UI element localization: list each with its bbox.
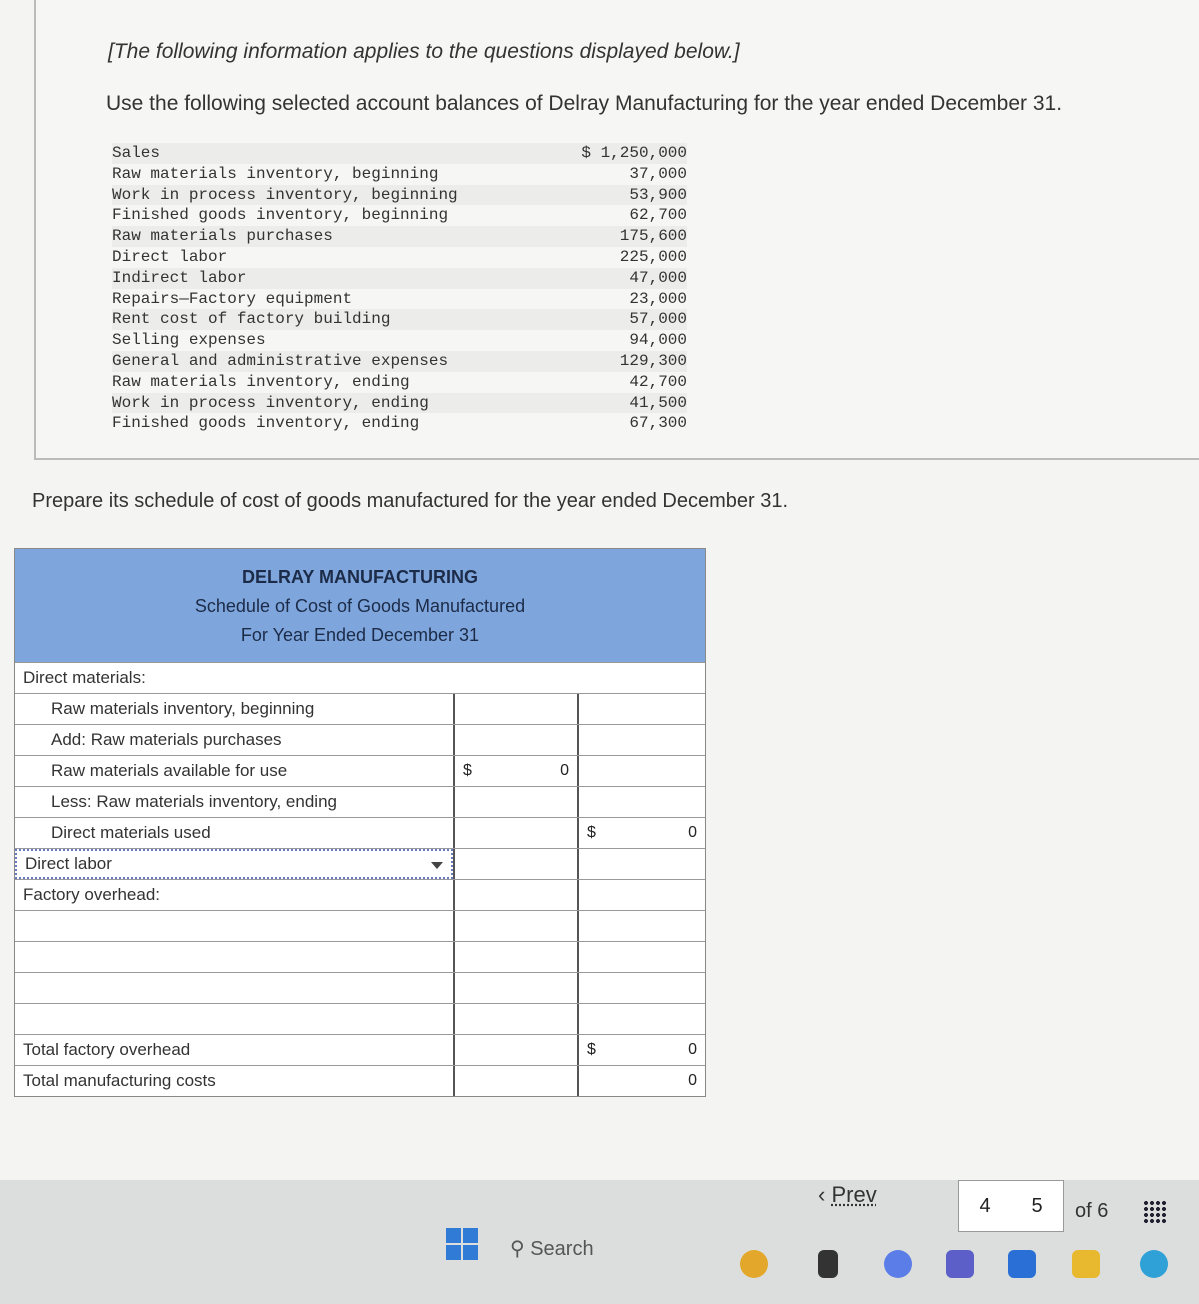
account-row: Finished goods inventory, ending 67,300 [112,414,687,433]
account-row: Repairs—Factory equipment 23,000 [112,289,687,308]
account-row: Rent cost of factory building 57,000 [112,310,687,329]
total-cell: 0 [577,1066,705,1096]
overhead-item-dropdown[interactable] [15,942,453,972]
total-cell [577,756,705,786]
schedule-header [15,549,705,662]
account-row: Selling expenses 94,000 [112,331,687,350]
company-name: DELRAY MANUFACTURING [241,567,478,587]
table-row [15,972,705,1003]
table-row [15,910,705,941]
mail-icon[interactable] [1008,1250,1036,1278]
row-label: Add: Raw materials purchases [51,730,282,749]
row-label: Raw materials available for use [51,761,288,780]
table-row [15,724,705,755]
account-row: Finished goods inventory, beginning 62,700 [112,206,687,225]
table-row [15,1034,705,1065]
taskbar-search[interactable]: ⚲ Search [510,1238,594,1260]
amount-input[interactable] [453,725,577,755]
table-row [15,662,705,693]
account-row: General and administrative expenses 129,300 [112,351,687,370]
page-number[interactable]: 5 [1031,1194,1043,1217]
lead-text: Use the following selected account balances of Delray Manufacturing for the year ended December 31. [106,92,1063,115]
account-row: Work in process inventory, beginning 53,900 [112,185,687,204]
account-row: Work in process inventory, ending 41,500 [112,393,687,412]
amount-cell [453,1066,577,1096]
row-label: Less: Raw materials inventory, ending [51,792,337,811]
amount-input[interactable] [453,942,577,972]
prev-button[interactable]: ‹ Prev [818,1182,877,1207]
intro-note: [The following information applies to the questions displayed below.] [108,40,740,63]
account-row: Indirect labor 47,000 [112,268,687,287]
app-icon[interactable] [884,1250,912,1278]
overhead-item-dropdown[interactable] [15,1004,453,1034]
total-cell [577,880,705,910]
account-row: Raw materials inventory, ending 42,700 [112,372,687,391]
total-cell: $ 0 [577,818,705,848]
table-row [15,817,705,848]
instruction-text: Prepare its schedule of cost of goods manufactured for the year ended December 31. [32,490,788,512]
amount-input[interactable] [453,911,577,941]
total-cell [577,942,705,972]
account-row: Raw materials purchases 175,600 [112,227,687,246]
table-row [15,941,705,972]
grid-menu-icon[interactable] [1143,1200,1167,1224]
account-row: Raw materials inventory, beginning 37,000 [112,164,687,183]
page-number[interactable]: 4 [979,1194,991,1217]
total-cell [577,787,705,817]
page-count: of 6 [1075,1200,1109,1222]
table-row [15,848,705,879]
row-label: Total factory overhead [23,1040,191,1059]
table-row [15,1003,705,1034]
table-row [15,693,705,724]
total-cell [577,973,705,1003]
amount-cell: $ 0 [453,756,577,786]
table-row [15,786,705,817]
app-icon[interactable] [740,1250,768,1278]
cogm-schedule [14,548,706,1097]
app-icon[interactable] [818,1250,838,1278]
amount-input[interactable] [453,694,577,724]
amount-input[interactable] [577,849,705,879]
row-label: Direct materials: [23,668,146,687]
schedule-title: Schedule of Cost of Goods Manufactured [194,596,526,616]
total-cell [577,1004,705,1034]
teams-icon[interactable] [946,1250,974,1278]
amount-input[interactable] [453,1004,577,1034]
account-row: Sales $ 1,250,000 [112,144,687,162]
page-selector[interactable] [958,1180,1064,1232]
total-cell [577,911,705,941]
row-label: Factory overhead: [23,885,161,904]
chevron-down-icon [431,862,443,869]
row-label: Direct materials used [51,823,211,842]
table-row [15,1065,705,1096]
amount-cell [453,1035,577,1065]
amount-cell [453,849,577,879]
edge-icon[interactable] [1140,1250,1168,1278]
overhead-item-dropdown[interactable] [15,973,453,1003]
amount-cell [453,818,577,848]
total-cell [577,725,705,755]
row-label: Raw materials inventory, beginning [51,699,315,718]
folder-icon[interactable] [1072,1250,1100,1278]
amount-cell [453,880,577,910]
table-row [15,755,705,786]
direct-labor-dropdown[interactable]: Direct labor [15,849,453,879]
row-label: Total manufacturing costs [23,1071,216,1090]
account-balances-table [112,143,687,434]
account-row: Direct labor 225,000 [112,247,687,266]
windows-start-icon[interactable] [446,1228,478,1260]
amount-input[interactable] [453,787,577,817]
amount-input[interactable] [453,973,577,1003]
total-cell [577,694,705,724]
overhead-item-dropdown[interactable] [15,911,453,941]
total-cell: $ 0 [577,1035,705,1065]
table-row [15,879,705,910]
schedule-period: For Year Ended December 31 [240,625,480,645]
